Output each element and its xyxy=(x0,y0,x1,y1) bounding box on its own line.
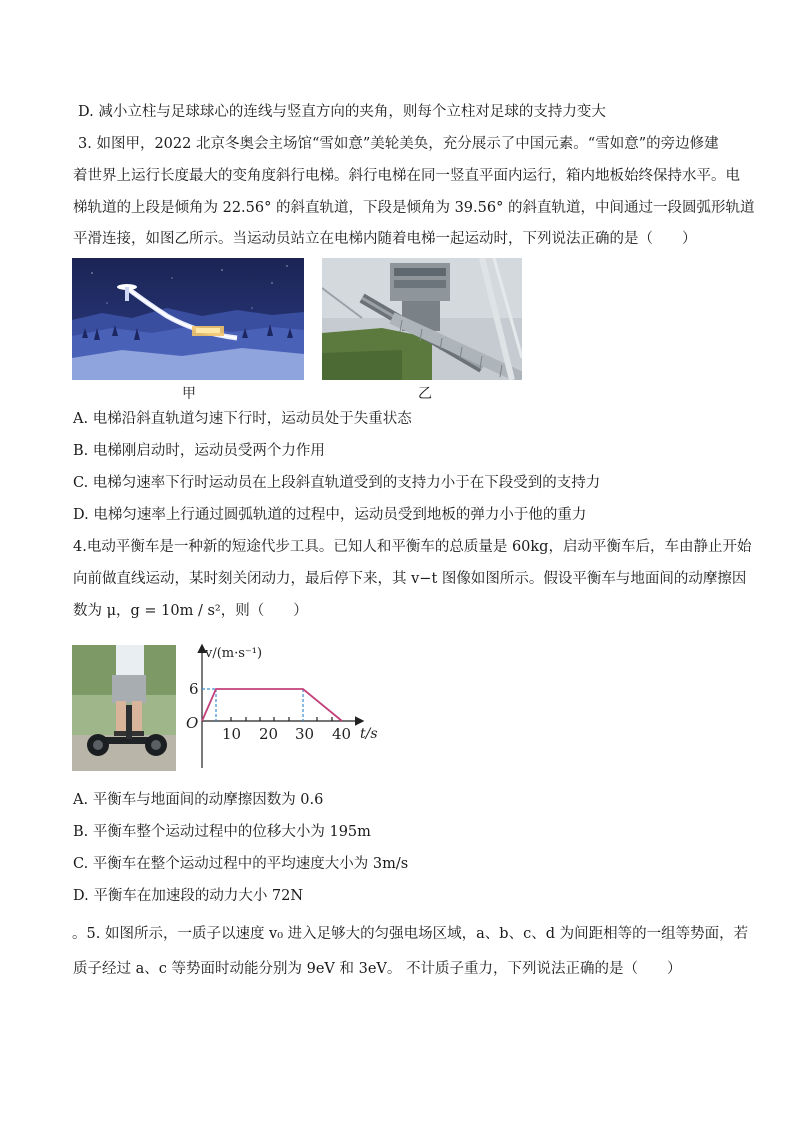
q4-stem-line3: 数为 μ，g = 10m / s²，则（ ） xyxy=(73,603,308,619)
q3-stem-line4: 平滑连接，如图乙所示。当运动员站立在电梯内随着电梯一起运动时，下列说法正确的是（ ） xyxy=(73,231,697,247)
q3-stem-line3: 梯轨道的上段是倾角为 22.56° 的斜直轨道，下段是倾角为 39.56° 的斜直轨道，中间通过一段圆弧形轨道 xyxy=(73,200,755,216)
vt-origin: O xyxy=(186,714,199,732)
q3-option-a: A. 电梯沿斜直轨道匀速下行时，运动员处于失重状态 xyxy=(73,411,412,427)
vt-ylabel: v/(m·s⁻¹) xyxy=(205,646,263,661)
q3-option-c: C. 电梯匀速率下行时运动员在上段斜直轨道受到的支持力小于在下段受到的支持力 xyxy=(73,475,601,491)
caption-jia: 甲 xyxy=(182,386,196,402)
q3-stem-line1: 3. 如图甲，2022 北京冬奥会主场馆“雪如意”美轮美奂，充分展示了中国元素。“雪如意”的旁边修建 xyxy=(78,136,719,152)
vt-graph xyxy=(182,640,382,772)
q4-stem-line2: 向前做直线运动，某时刻关闭动力，最后停下来，其 v−t 图像如图所示。假设平衡车与地面间的动摩擦因 xyxy=(73,571,747,587)
q5-stem-line2: 质子经过 a、c 等势面时动能分别为 9eV 和 3eV。 不计质子重力，下列说法正确的是（ ） xyxy=(73,961,682,977)
q3-option-d: D. 电梯匀速率上行通过圆弧轨道的过程中，运动员受到地板的弹力小于他的重力 xyxy=(73,507,587,523)
photo-snow-ruyi-night xyxy=(72,258,304,380)
vt-xtick-30: 30 xyxy=(295,725,315,743)
q4-option-c: C. 平衡车在整个运动过程中的平均速度大小为 3m/s xyxy=(73,856,409,872)
vt-xtick-20: 20 xyxy=(259,725,279,743)
q3-stem-line2: 着世界上运行长度最大的变角度斜行电梯。斜行电梯在同一竖直平面内运行，箱内地板始终保持水平。电 xyxy=(73,168,740,184)
vt-xtick-40: 40 xyxy=(332,725,352,743)
q4-option-d: D. 平衡车在加速段的动力大小 72N xyxy=(73,888,304,904)
vt-curve xyxy=(202,689,342,721)
vt-ytick-6: 6 xyxy=(189,680,199,698)
caption-yi: 乙 xyxy=(418,386,432,402)
q3-option-b: B. 电梯刚启动时，运动员受两个力作用 xyxy=(73,443,325,459)
q4-option-b: B. 平衡车整个运动过程中的位移大小为 195m xyxy=(73,824,371,840)
q5-stem-line1: 。5. 如图所示，一质子以速度 v₀ 进入足够大的匀强电场区域，a、b、c、d 为间距相等的一组等势面，若 xyxy=(72,926,749,942)
q2-option-d: D. 减小立柱与足球球心的连线与竖直方向的夹角，则每个立柱对足球的支持力变大 xyxy=(78,104,606,120)
vt-xtick-10: 10 xyxy=(222,725,242,743)
vt-xlabel: t/s xyxy=(360,726,378,742)
q4-option-a: A. 平衡车与地面间的动摩擦因数为 0.6 xyxy=(73,792,324,808)
q4-stem-line1: 4.电动平衡车是一种新的短途代步工具。已知人和平衡车的总质量是 60kg，启动平衡车后，车由静止开始 xyxy=(73,539,752,555)
photo-inclined-elevator xyxy=(322,258,522,380)
photo-balance-scooter xyxy=(72,645,176,771)
